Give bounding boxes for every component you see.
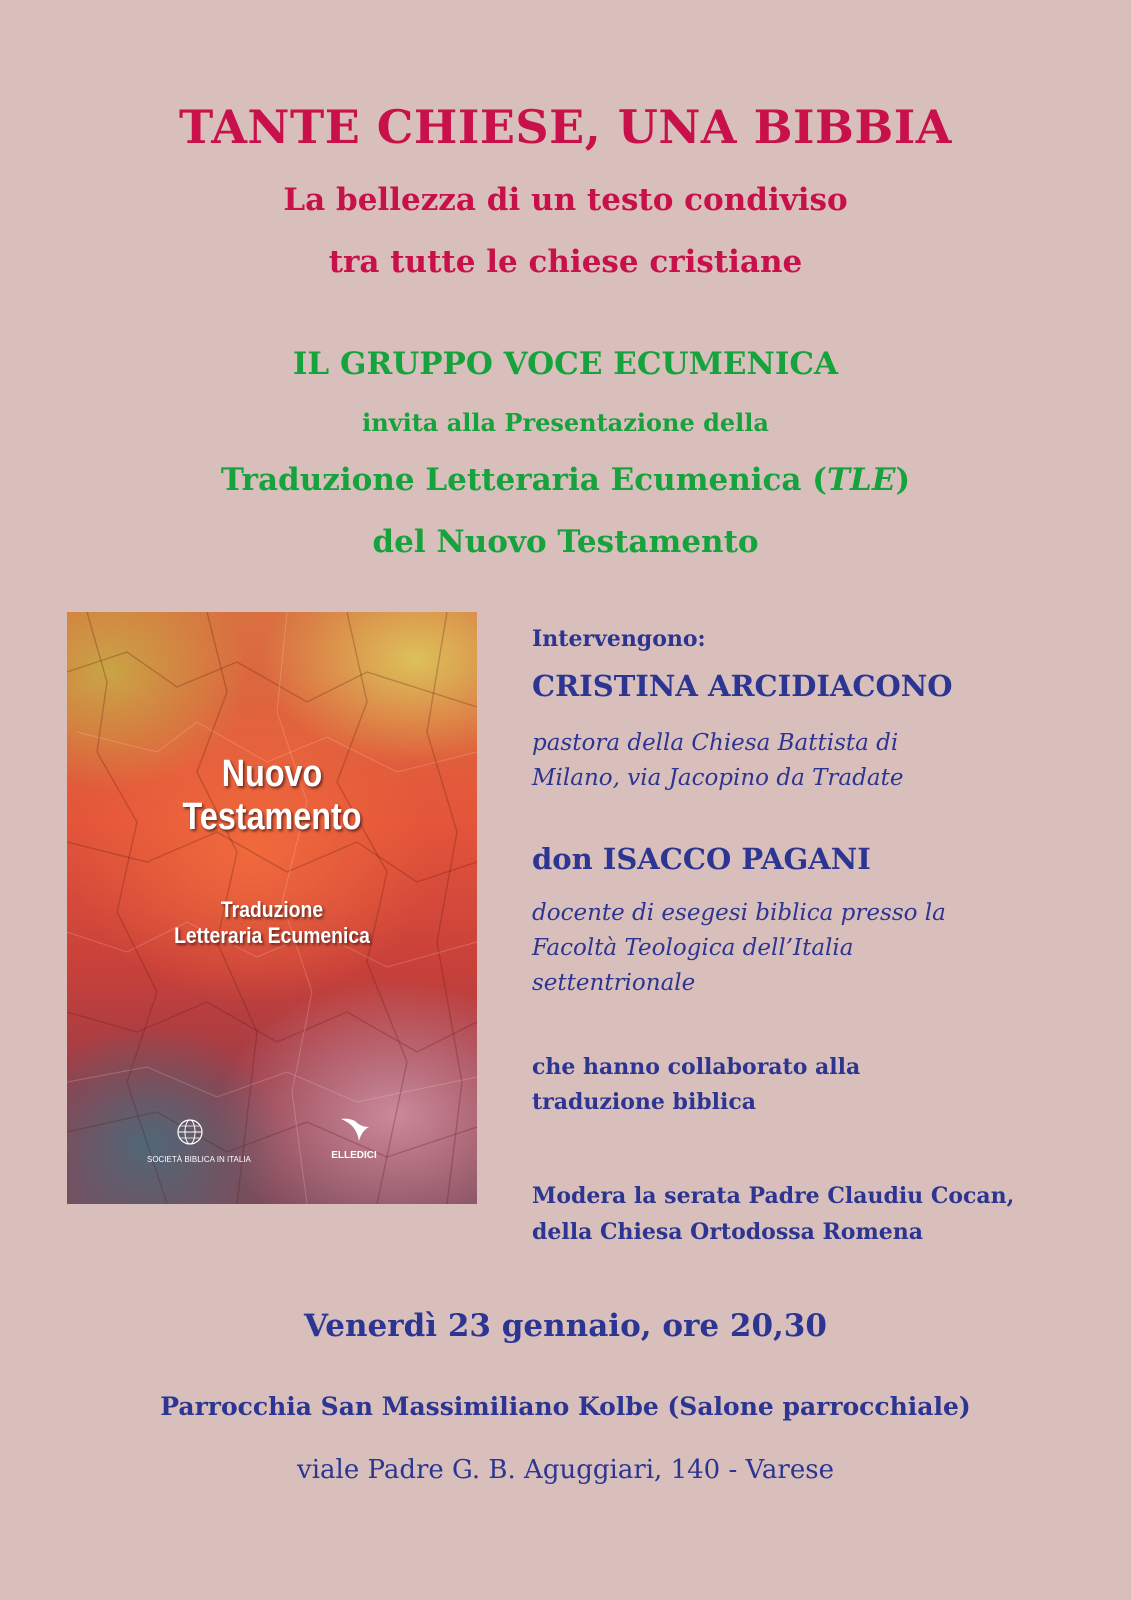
speaker2-desc-line3: settentrionale [532,970,696,996]
collab-line1: che hanno collaborato alla [532,1054,861,1080]
speakers-intro: Intervengono: [532,626,706,652]
translation-work: del Nuovo Testamento [372,524,759,560]
speaker1-description [532,726,903,796]
speaker2-name: don ISACCO PAGANI [532,842,871,876]
speaker2-desc-line1: docente di esegesi biblica presso la [532,900,946,926]
event-subtitle-line1: La bellezza di un testo condiviso [283,182,848,218]
event-place: Parrocchia San Massimiliano Kolbe (Salone parrocchiale) [160,1392,971,1421]
cover-subtitle-line1: Traduzione [220,897,324,922]
speaker1-desc-line2: Milano, via Jacopino da Tradate [532,765,904,791]
event-date: Venerdì 23 gennaio, ore 20,30 [304,1308,827,1344]
globe-icon [175,1117,205,1147]
bird-icon [337,1115,371,1143]
event-subtitle-line2: tra tutte le chiese cristiane [328,244,803,280]
cover-publisher-right [319,1115,389,1162]
cover-publisher-right-label: ELLEDICI [331,1150,377,1161]
moderator-note [532,1178,1014,1250]
translation-name-post: ) [895,462,911,498]
collaboration-note [532,1050,860,1120]
cover-publisher-left [147,1117,251,1166]
speaker2-description [532,896,946,1001]
speaker1-desc-line1: pastora della Chiesa Battista di [532,730,899,756]
book-cover-image [67,612,477,1204]
event-address: viale Padre G. B. Aguggiari, 140 - Varese [297,1455,834,1485]
cover-title-line2: Testamento [182,796,362,838]
event-title: TANTE CHIESE, UNA BIBBIA [179,100,952,154]
collab-line2: traduzione biblica [532,1089,757,1115]
organizer-group: IL GRUPPO VOCE ECUMENICA [292,346,839,382]
moderator-line1: Modera la serata Padre Claudiu Cocan, [532,1183,1015,1209]
cover-title-line1: Nuovo [221,753,323,795]
cover-publisher-left-label: SOCIETÀ BIBLICA IN ITALIA [147,1155,251,1164]
translation-name [0,462,1131,498]
speaker1-name: CRISTINA ARCIDIACONO [532,669,953,703]
translation-abbreviation: TLE [826,462,896,498]
cover-subtitle-line2: Letteraria Ecumenica [174,923,370,948]
moderator-line2: della Chiesa Ortodossa Romena [532,1219,923,1245]
invitation-text: invita alla Presentazione della [362,408,769,437]
speaker2-desc-line2: Facoltà Teologica dell’Italia [532,935,854,961]
translation-name-pre: Traduzione Letteraria Ecumenica ( [220,462,827,498]
